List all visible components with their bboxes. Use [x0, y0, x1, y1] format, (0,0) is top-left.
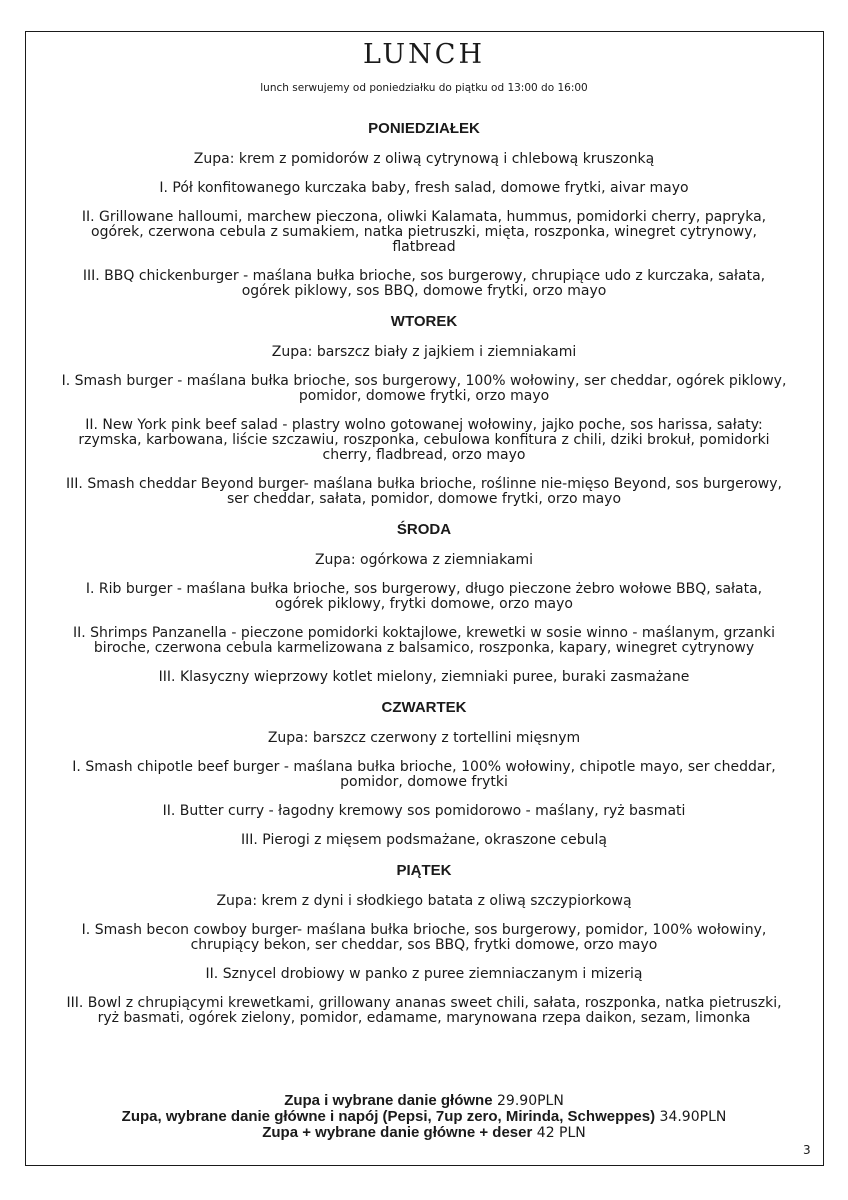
price-row [0, 1093, 848, 1109]
price-label: Zupa + wybrane danie główne + deser [262, 1124, 533, 1141]
day-heading: PONIEDZIAŁEK [368, 120, 480, 137]
dish-item: II. New York pink beef salad - plastry wolno gotowanej wołowiny, jajko poche, sos harissa, sałaty: rzymska, karbowana, liście szczawiu, roszponka, cebulowa konfitura z chili, dziki brokuł, pomidorki cherry, fladbread, orzo mayo [78, 417, 770, 463]
dish-item: I. Smash becon cowboy burger- maślana bułka brioche, sos burgerowy, pomidor, 100% wołowiny, chrupiący bekon, ser cheddar, sos BBQ, frytki domowe, orzo mayo [81, 922, 767, 953]
dish-item: III. Pierogi z mięsem podsmażane, okraszone cebulą [241, 832, 607, 848]
price-list [0, 1093, 848, 1141]
day-section [60, 313, 788, 507]
soup-item: Zupa: barszcz biały z jajkiem i ziemniakami [271, 344, 577, 360]
dish-item: III. Bowl z chrupiącymi krewetkami, grillowany ananas sweet chili, sałata, roszponka, natka pietruszki, ryż basmati, ogórek zielony, pomidor, edamame, marynowana rzepa daikon, sezam, limonka [66, 995, 782, 1026]
soup-item: Zupa: krem z dyni i słodkiego batata z oliwą szczypiorkową [216, 893, 632, 909]
day-heading: ŚRODA [396, 521, 452, 538]
dish-item: II. Butter curry - łagodny kremowy sos pomidorowo - maślany, ryż basmati [162, 803, 686, 819]
dish-item: I. Pół konfitowanego kurczaka baby, fresh salad, domowe frytki, aivar mayo [159, 180, 689, 196]
dish-item: III. Smash cheddar Beyond burger- maślana bułka brioche, roślinne nie-mięso Beyond, sos burgerowy, ser cheddar, sałata, pomidor, domowe frytki, orzo mayo [66, 476, 782, 507]
dish-item: I. Smash chipotle beef burger - maślana bułka brioche, 100% wołowiny, chipotle mayo, ser cheddar, pomidor, domowe frytki [72, 759, 776, 790]
soup-item: Zupa: krem z pomidorów z oliwą cytrynową i chlebową kruszonką [193, 151, 655, 167]
day-heading: PIĄTEK [396, 862, 452, 879]
price-row [0, 1109, 848, 1125]
day-section [60, 521, 788, 685]
price-value: 42 PLN [536, 1125, 586, 1141]
price-value: 34.90PLN [659, 1109, 727, 1125]
price-value: 29.90PLN [497, 1093, 564, 1109]
day-section [60, 699, 788, 848]
soup-item: Zupa: ogórkowa z ziemniakami [314, 552, 534, 568]
price-row [0, 1125, 848, 1141]
price-label: Zupa i wybrane danie główne [284, 1092, 493, 1109]
dish-item: II. Grillowane halloumi, marchew pieczona, oliwki Kalamata, hummus, pomidorki cherry, papryka, ogórek, czerwona cebula z sumakiem, natka pietruszki, mięta, roszponka, winegret cytrynowy, flatbread [81, 209, 767, 255]
dish-item: III. BBQ chickenburger - maślana bułka brioche, sos burgerowy, chrupiące udo z kurczaka, sałata, ogórek piklowy, sos BBQ, domowe frytki, orzo mayo [82, 268, 766, 299]
page-title: LUNCH [362, 39, 486, 70]
page-number: 3 [803, 1143, 811, 1157]
dish-item: I. Rib burger - maślana bułka brioche, sos burgerowy, długo pieczone żebro wołowe BBQ, sałata, ogórek piklowy, frytki domowe, orzo mayo [85, 581, 763, 612]
day-heading: WTOREK [390, 313, 458, 330]
price-label: Zupa, wybrane danie główne i napój (Pepsi, 7up zero, Mirinda, Schweppes) [121, 1108, 656, 1125]
soup-item: Zupa: barszcz czerwony z tortellini mięsnym [267, 730, 581, 746]
weekly-menu [60, 120, 788, 1040]
lunch-hours-note: lunch serwujemy od poniedziałku do piątku od 13:00 do 16:00 [260, 82, 588, 94]
dish-item: III. Klasyczny wieprzowy kotlet mielony, ziemniaki puree, buraki zasmażane [158, 669, 690, 685]
dish-item: II. Shrimps Panzanella - pieczone pomidorki koktajlowe, krewetki w sosie winno - maślanym, grzanki biroche, czerwona cebula karmelizowana z balsamico, roszponka, kapary, winegret cytrynowy [73, 625, 775, 656]
day-section [60, 862, 788, 1026]
day-section [60, 120, 788, 299]
dish-item: II. Sznycel drobiowy w panko z puree ziemniaczanym i mizerią [205, 966, 643, 982]
day-heading: CZWARTEK [381, 699, 467, 716]
dish-item: I. Smash burger - maślana bułka brioche, sos burgerowy, 100% wołowiny, ser cheddar, ogórek piklowy, pomidor, domowe frytki, orzo mayo [61, 373, 787, 404]
